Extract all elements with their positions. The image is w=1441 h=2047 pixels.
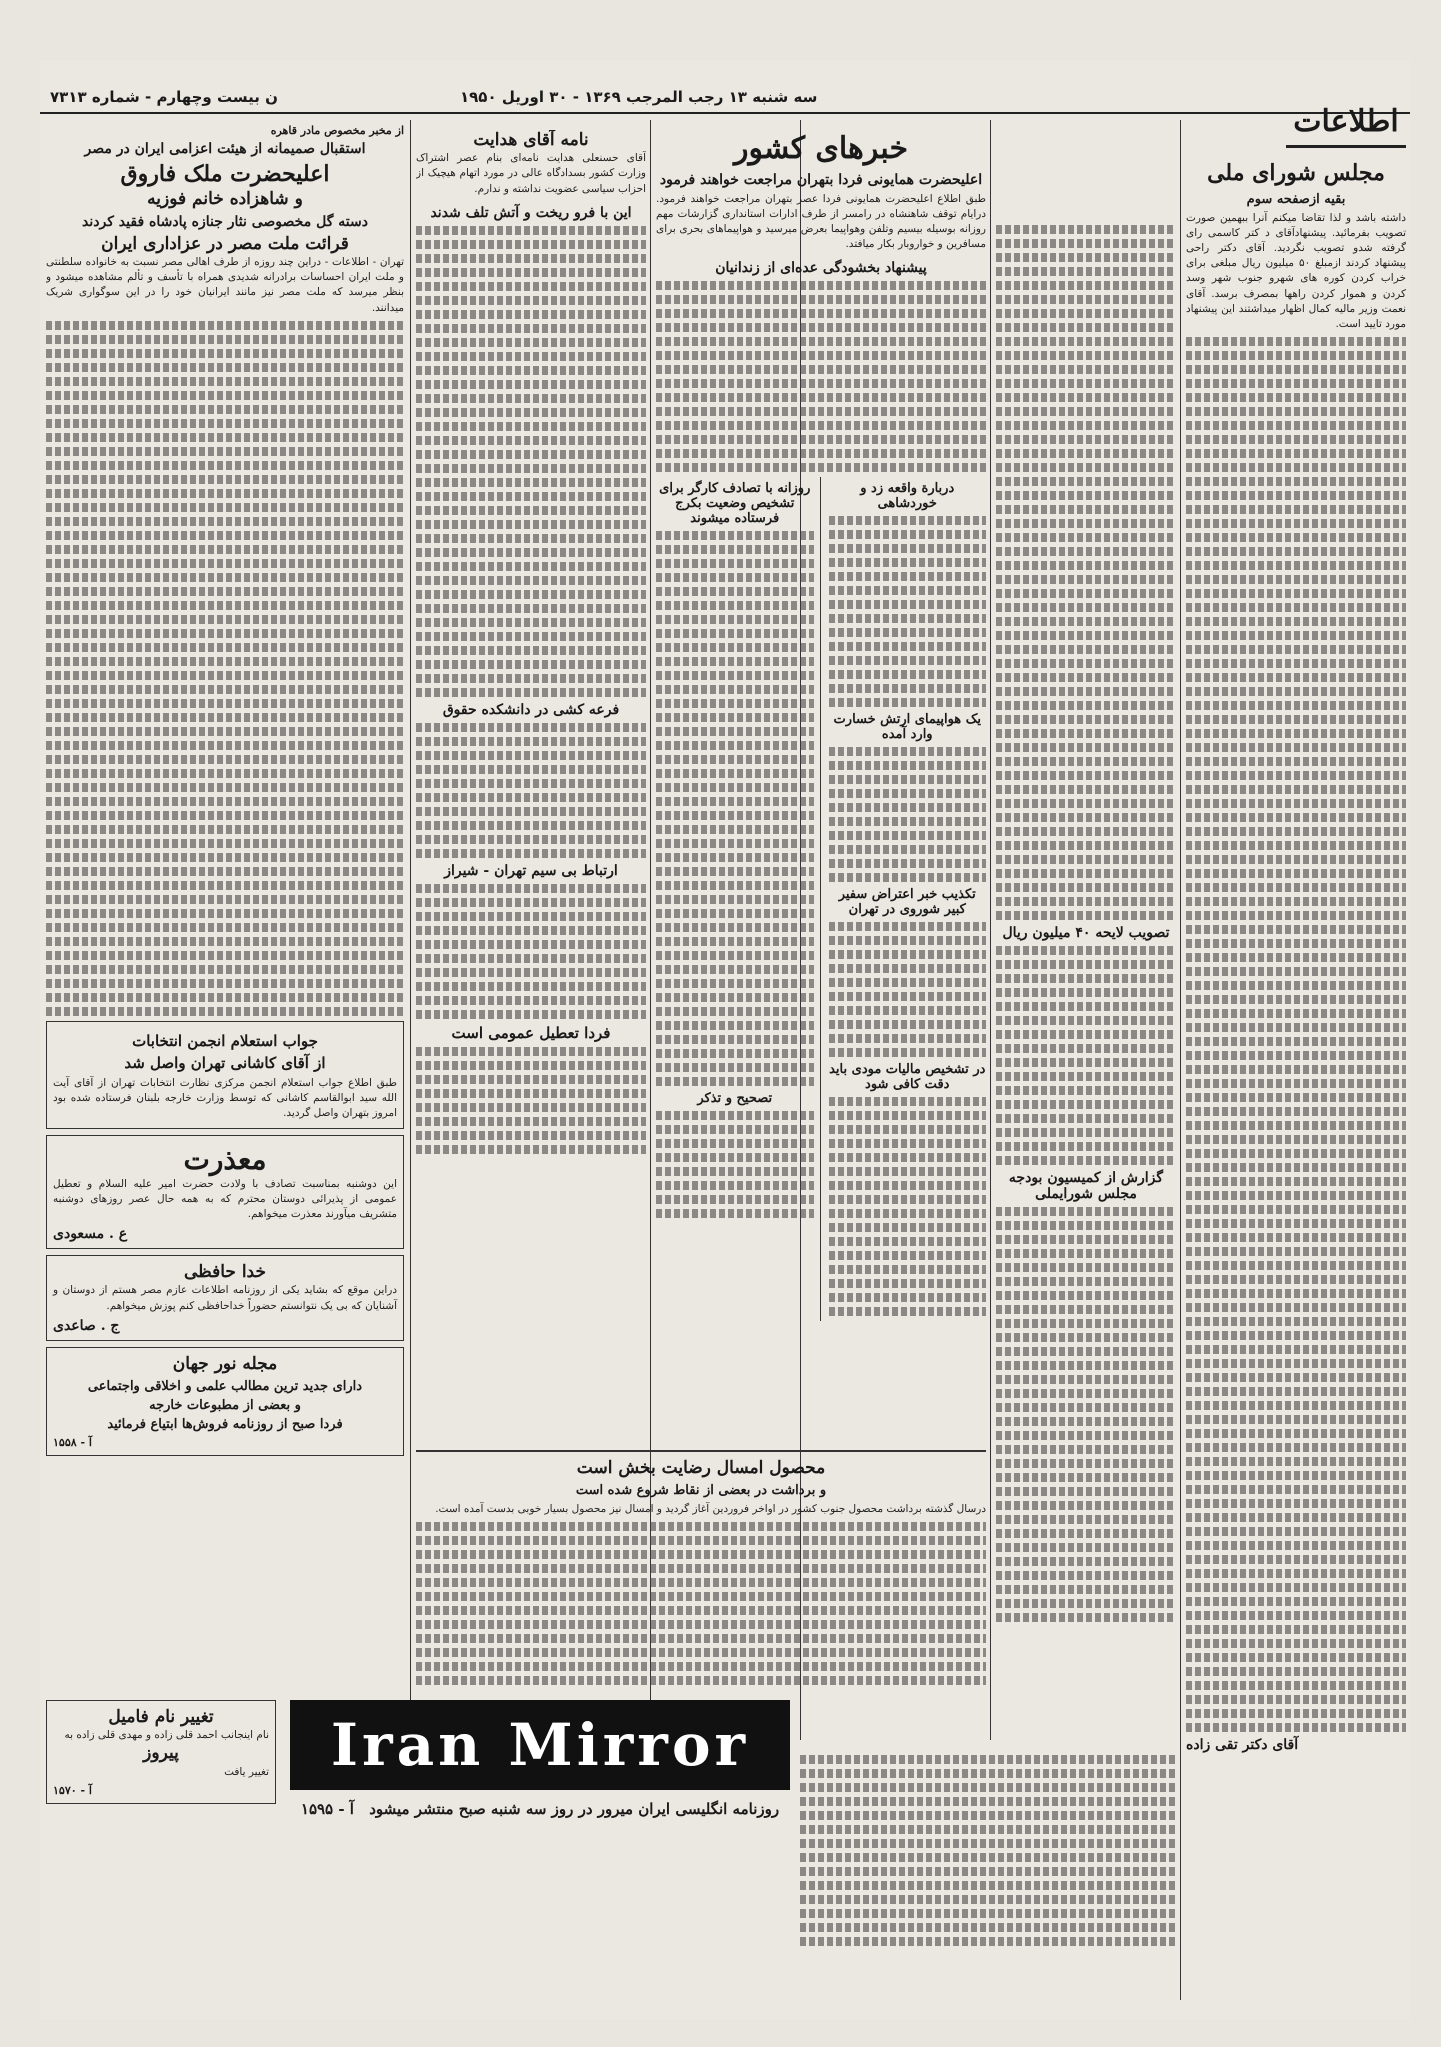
collapse-text-lines bbox=[416, 226, 646, 697]
newspaper-logo: اطلاعات bbox=[1286, 96, 1406, 148]
clash-heading: دربارة واقعه زد و خوردشاهی bbox=[860, 481, 955, 512]
apology-signature: ع . مسعودی bbox=[53, 1226, 128, 1243]
ambassador-text-lines bbox=[829, 922, 987, 1057]
loan-bill-heading: تصویب لایحه ۴۰ میلیون ریال bbox=[1002, 925, 1170, 941]
parliament-subtitle: بقیه ازصفحه سوم bbox=[1246, 191, 1346, 207]
news-title: خبرهای کشور bbox=[733, 131, 909, 166]
newspaper-page bbox=[40, 60, 1410, 2020]
namechange-body: نام اینجانب احمد قلی زاده و مهدی قلی زاده به bbox=[64, 1729, 269, 1742]
magazine-title: مجله نور جهان bbox=[172, 1353, 278, 1374]
column-rule bbox=[1180, 120, 1181, 2000]
iran-mirror-banner: Iran Mirror bbox=[290, 1700, 790, 1790]
elections-body: طبق اطلاع جواب استعلام انجمن مرکزی نظارت انتخابات تهران از آقای آیت الله سید ابوالقاسم کاشانی که توسط وزارت خارجه بلبنان فرستاده شده بود امروز بتهران واصل گردید. bbox=[53, 1076, 397, 1120]
misc-column bbox=[416, 130, 646, 1430]
harvest-title: محصول امسال رضایت بخش است bbox=[576, 1458, 826, 1478]
holiday-heading: فردا تعطیل عمومی است bbox=[451, 1023, 611, 1042]
radio-link-heading: ارتباط بی سیم تهران - شیراز bbox=[444, 862, 618, 879]
iran-mirror-caption bbox=[290, 1800, 790, 1818]
header-strip bbox=[40, 80, 1410, 114]
egypt-title-1: اعلیحضرت ملک فاروق bbox=[120, 161, 330, 187]
egypt-note: از مخبر مخصوص مادر قاهره bbox=[270, 124, 404, 137]
farewell-box bbox=[46, 1255, 404, 1341]
clash-text-lines bbox=[829, 516, 987, 707]
law-lottery-heading: فرعه کشی در دانشکده حقوق bbox=[442, 701, 620, 718]
egypt-text-lines bbox=[46, 321, 404, 1016]
namechange-box bbox=[46, 1700, 276, 1804]
column-rule bbox=[410, 120, 411, 1740]
tax-heading: در تشخیص مالیات مودی باید دقت کافی شود bbox=[829, 1062, 986, 1093]
magazine-line-1: دارای جدید ترین مطالب علمی و اخلاقی واجتماعی bbox=[87, 1379, 363, 1395]
holiday-text-lines bbox=[416, 1047, 646, 1154]
egypt-sub: دسته گل مخصوصی نثار جنازه پادشاه فقید کردند bbox=[82, 213, 368, 230]
news-text-lines bbox=[656, 281, 986, 472]
bottom-text-lines bbox=[800, 1755, 1176, 1946]
elections-sub: از آقای کاشانی تهران واصل شد bbox=[124, 1053, 326, 1072]
correction-text-lines bbox=[656, 1111, 814, 1218]
harvest-article bbox=[416, 1450, 986, 1730]
news-body: طبق اطلاع اعلیحضرت همایونی فردا عصر بتهران مراجعت خواهند فرمود. درایام توقف شاهنشاه در رامسر از طرف ادارات استانداری گزارشات مهم روزانه بوسیله بیسیم وتلفن وهواپیما بعرض میرسید و هواپیماهای بحری برای مسافرین و خواروبار بکار میافتد. bbox=[656, 192, 986, 251]
farewell-title: خدا حافظی bbox=[183, 1262, 266, 1283]
continued-text-lines-3 bbox=[996, 1207, 1176, 1622]
prisoners-heading: پیشنهاد بخشودگی عده‌ای از زندانیان bbox=[715, 260, 927, 277]
parliament-column bbox=[1186, 160, 1406, 2000]
farewell-body: دراین موقع که بشاید یکی از روزنامه اطلاعات عازم مصر هستم از دوستان و آشنایان که بی یک نتوانستم حضوراً خداحافظی کنم پوزش میخواهم. bbox=[53, 1284, 397, 1312]
namechange-name: پیروز bbox=[143, 1743, 179, 1764]
namechange-code: آ - ۱۵۷۰ bbox=[53, 1783, 92, 1797]
parliament-signature: آقای دکتر تقی زاده bbox=[1186, 1737, 1299, 1754]
egypt-lead: استقبال صمیمانه از هیئت اعزامی ایران در مصر bbox=[84, 141, 366, 157]
bottom-continuation bbox=[800, 1750, 1176, 2000]
namechange-title: تغییر نام فامیل bbox=[108, 1707, 214, 1727]
plane-text-lines bbox=[829, 747, 987, 882]
farewell-signature: ج . صاعدی bbox=[53, 1317, 120, 1334]
law-lottery-text-lines bbox=[416, 723, 646, 858]
hedayat-title: نامه آقای هدایت bbox=[473, 130, 589, 150]
workers-heading: روزانه با تصادف کارگر برای تشخیص وضعیت بکرج فرستاده میشوند bbox=[659, 481, 811, 527]
parliament-title: مجلس شورای ملی bbox=[1207, 160, 1385, 186]
magazine-line-2: و بعضی از مطبوعات خارجه bbox=[149, 1398, 301, 1414]
news-lead: اعلیحضرت همایونی فردا بتهران مراجعت خواهند فرمود bbox=[659, 171, 983, 188]
namechange-tail: تغییر یافت bbox=[224, 1765, 269, 1778]
column-rule bbox=[990, 120, 991, 1740]
correction-heading: تصحیح و تذکر bbox=[697, 1091, 773, 1107]
harvest-subtitle: و برداشت در بعضی از نقاط شروع شده است bbox=[575, 1483, 827, 1499]
iran-mirror-code: آ - ۱۵۹۵ bbox=[300, 1800, 354, 1818]
harvest-text-lines bbox=[416, 1522, 986, 1685]
continued-text-lines-2 bbox=[996, 946, 1176, 1165]
header-date: سه شنبه ۱۳ رجب المرجب ۱۳۶۹ - ۳۰ اوریل ۱۹۵۰ bbox=[460, 88, 818, 106]
magazine-box bbox=[46, 1347, 404, 1456]
harvest-body: درسال گذشته برداشت محصول جنوب کشور در اواخر فروردین آغاز گردید و امسال نیز محصول بسیار خوبی بدست آمده است. bbox=[435, 1503, 986, 1516]
parliament-body: داشته باشد و لذا تقاضا میکنم آنرا ببهمین صورت تصویب بفرمائید. پیشنهادآقای د کتر کاسمی رای گرفته شدو تصویب نگردید. آقای دکتر راحی پیشنهاد کردند ازمبلغ ۵۰ میلیون ریال مبلغی برای خراب کردن کوره های شهرو جنوب شهر وسد کردن و هموار کردن راهها بمصرف برسد. آقای نعمت وزیر مالیه کمال اظهار میداشتند این پیشنهاد مورد تایید است. bbox=[1186, 211, 1406, 331]
workers-text-lines bbox=[656, 531, 814, 1086]
budget-report-heading: گزارش از کمیسیون بودجه مجلس شورایملی bbox=[1008, 1170, 1164, 1202]
parliament-text-lines bbox=[1186, 337, 1406, 1732]
iran-mirror-caption-text: روزنامه انگلیسی ایران میرور در روز سه شنبه صبح منتشر میشود bbox=[369, 1800, 780, 1818]
egypt-title-2: و شاهزاده خانم فوزیه bbox=[147, 188, 303, 209]
ambassador-heading: تکذیب خبر اعتراض سفیر کبیر شوروی در تهران bbox=[838, 887, 976, 918]
continued-text-lines bbox=[996, 225, 1176, 920]
elections-title: جواب استعلام انجمن انتخابات bbox=[132, 1031, 318, 1050]
hedayat-body: آقای حسنعلی هدایت نامه‌ای بنام عصر اشتراک وزارت کشور بسدادگاه عالی در مورد اتهام هیچیک از احزاب سیاسی عضویت نداشته و ندارم. bbox=[416, 152, 646, 195]
plane-heading: یک هواپیمای ارتش خسارت وارد آمده bbox=[833, 712, 981, 743]
apology-title: معذرت bbox=[183, 1142, 267, 1176]
collapse-heading: این با فرو ریخت و آتش تلف شدند bbox=[430, 204, 632, 221]
elections-box bbox=[46, 1021, 404, 1129]
parliament-continued-column bbox=[996, 220, 1176, 2000]
radio-link-text-lines bbox=[416, 884, 646, 1019]
magazine-code: آ - ۱۵۵۸ bbox=[53, 1436, 92, 1450]
egypt-title-3: قرائت ملت مصر در عزاداری ایران bbox=[101, 233, 349, 254]
magazine-line-3: فردا صبح از روزنامه فروش‌ها ابتیاع فرمائید bbox=[107, 1417, 343, 1433]
apology-box bbox=[46, 1135, 404, 1250]
apology-body: این دوشنبه بمناسبت تصادف با ولادت حضرت امیر علیه السلام و تعطیل عمومی از پذیرائی دوستان محترم که به همه حال عصر روزهای دوشنبه متشریف میآورند معذرت میخواهم. bbox=[53, 1177, 397, 1220]
egypt-body: تهران - اطلاعات - دراین چند روزه از طرف اهالی مصر نسبت به خانواده سلطنتی و ملت ایران احساسات برادرانه شدیدی همراه با تأسف و تألم مشاهده میشود و بنظر میرسد که ملت مصر نیز مانند ایرانیان خود را در این سوگواری شریک میدانند. bbox=[46, 256, 404, 314]
header-issue: ن بیست وچهارم - شماره ۷۳۱۳ bbox=[50, 88, 278, 106]
tax-text-lines bbox=[829, 1097, 987, 1316]
